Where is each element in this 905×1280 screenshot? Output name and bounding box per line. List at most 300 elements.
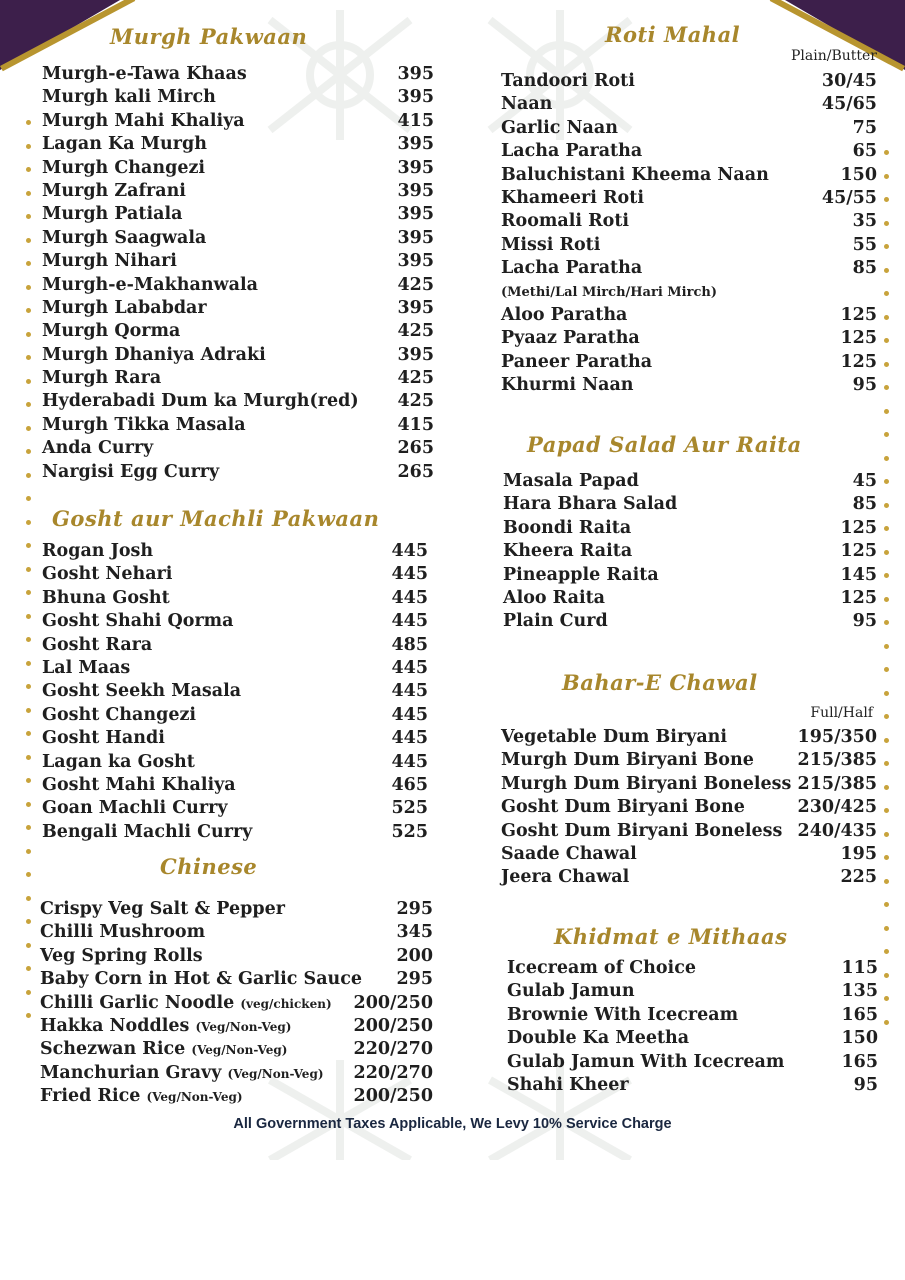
chawal-column-header: Full/Half — [810, 705, 873, 721]
menu-item-variant: (Veg/Non-Veg) — [195, 1019, 292, 1034]
menu-item-name-text: Saade Chawal — [501, 843, 637, 864]
menu-item-name — [42, 344, 266, 367]
menu-item — [501, 117, 877, 140]
menu-item-name — [501, 820, 782, 843]
menu-item-name-text: Murgh Tikka Masala — [42, 414, 246, 435]
menu-item-price: 200/250 — [353, 1086, 433, 1107]
menu-item-price: 445 — [391, 728, 428, 749]
menu-item-name — [42, 86, 216, 109]
menu-item-name-text: Murgh Patiala — [42, 204, 183, 225]
menu-item-name-text: Bhuna Gosht — [42, 587, 170, 608]
menu-item-name-text: Boondi Raita — [503, 517, 632, 538]
menu-item-name-text: Double Ka Meetha — [507, 1028, 690, 1049]
menu-item — [501, 140, 877, 163]
menu-item-name-text: Pineapple Raita — [503, 564, 659, 585]
section-title-roti: Roti Mahal — [605, 22, 741, 47]
menu-item — [42, 110, 434, 133]
border-dot — [884, 150, 889, 155]
menu-item-price: 125 — [840, 328, 877, 349]
menu-item-name-text: Garlic Naan — [501, 117, 618, 138]
menu-item-price: 445 — [391, 704, 428, 725]
menu-item-name-text: Plain Curd — [503, 611, 608, 632]
menu-item — [501, 257, 877, 280]
menu-item-price: 125 — [840, 304, 877, 325]
menu-item-name-text: Lacha Paratha — [501, 258, 643, 279]
menu-item — [42, 414, 434, 437]
border-dot — [26, 661, 31, 666]
menu-item — [503, 517, 877, 540]
menu-item-name-text: Murgh-e-Makhanwala — [42, 274, 258, 295]
menu-item-name — [507, 1004, 738, 1027]
menu-item-name — [42, 680, 241, 703]
menu-item — [503, 540, 877, 563]
border-dot — [884, 550, 889, 555]
menu-item-name-text: Tandoori Roti — [501, 71, 635, 91]
menu-item — [501, 70, 877, 93]
menu-item-price: 395 — [397, 204, 434, 225]
menu-item — [42, 704, 428, 727]
roti-column-header: Plain/Butter — [791, 48, 877, 64]
menu-item-name — [42, 437, 153, 460]
menu-item-price: 95 — [852, 375, 877, 396]
menu-item-price: 445 — [391, 564, 428, 585]
menu-item-price: 85 — [852, 494, 877, 515]
menu-item-name — [40, 1038, 287, 1062]
menu-item-name — [503, 587, 605, 610]
border-dot — [26, 285, 31, 290]
menu-item-price: 395 — [397, 64, 434, 84]
menu-item — [42, 610, 428, 633]
border-dot — [26, 402, 31, 407]
menu-item-name — [501, 773, 791, 796]
border-dot — [26, 614, 31, 619]
menu-item-price: 240/435 — [797, 820, 877, 841]
menu-item-name — [507, 1074, 629, 1097]
border-dot — [884, 597, 889, 602]
border-dot — [26, 731, 31, 736]
menu-item-price: 395 — [397, 87, 434, 108]
border-dot — [26, 637, 31, 642]
menu-item-name-text: Masala Papad — [503, 471, 639, 491]
menu-item-name-text: Lagan Ka Murgh — [42, 134, 207, 155]
menu-item — [40, 1062, 433, 1085]
menu-item-price: 125 — [840, 351, 877, 372]
menu-item — [42, 751, 428, 774]
border-dot — [26, 355, 31, 360]
menu-item — [42, 320, 434, 343]
section-title-gosht: Gosht aur Machli Pakwaan — [52, 506, 380, 531]
menu-item-name — [501, 749, 754, 772]
menu-item-name-text: Murgh kali Mirch — [42, 87, 216, 108]
menu-item-name-text: Murgh-e-Tawa Khaas — [42, 64, 247, 84]
border-dot — [26, 755, 31, 760]
border-dot — [26, 332, 31, 337]
menu-item-name — [501, 327, 640, 350]
menu-item-name — [40, 898, 285, 921]
menu-item-price: 525 — [391, 821, 428, 842]
menu-item-price: 415 — [397, 110, 434, 131]
menu-item-name — [42, 414, 246, 437]
border-dot — [884, 526, 889, 531]
menu-item-price: 165 — [841, 1051, 878, 1072]
menu-item-name-text: Bengali Machli Curry — [42, 821, 253, 842]
menu-item-name-text: Gosht Changezi — [42, 704, 197, 725]
menu-item-name-text: Murgh Nihari — [42, 251, 177, 272]
menu-item-price: 525 — [391, 798, 428, 819]
menu-item-price: 265 — [397, 438, 434, 459]
border-dot — [26, 449, 31, 454]
menu-item-name-text: Jeera Chawal — [501, 867, 630, 888]
menu-item-price: 425 — [397, 321, 434, 342]
menu-item — [503, 610, 877, 633]
menu-item-name — [42, 634, 152, 657]
menu-item-name — [40, 1085, 243, 1109]
menu-item-name — [42, 227, 206, 250]
menu-item-name — [501, 187, 644, 210]
menu-item-name-text: Murgh Lababdar — [42, 297, 207, 318]
murgh-menu-list — [42, 63, 434, 484]
border-dot — [884, 244, 889, 249]
menu-item — [501, 187, 877, 210]
menu-item-price: 465 — [391, 774, 428, 795]
menu-item-name — [42, 751, 195, 774]
menu-item — [501, 726, 877, 749]
menu-item-price: 95 — [853, 1074, 878, 1095]
border-dot — [884, 1020, 889, 1025]
border-dot — [884, 738, 889, 743]
menu-item-price: 215/385 — [797, 750, 877, 771]
menu-item-name-text: Gulab Jamun With Icecream — [507, 1051, 785, 1072]
menu-item-price: 415 — [397, 414, 434, 435]
menu-item-name-text: (Methi/Lal Mirch/Hari Mirch) — [501, 284, 717, 300]
menu-item-name-text: Murgh Qorma — [42, 321, 181, 342]
border-dot — [26, 473, 31, 478]
border-dot — [884, 926, 889, 931]
menu-item — [507, 1027, 878, 1050]
menu-item — [42, 634, 428, 657]
menu-item-name — [503, 493, 677, 516]
menu-item-name — [42, 657, 130, 680]
menu-item — [501, 749, 877, 772]
section-title-mithaas: Khidmat e Mithaas — [554, 924, 788, 949]
menu-item-variant: (Veg/Non-Veg) — [146, 1090, 243, 1105]
menu-item-price: 345 — [396, 922, 433, 943]
border-dot — [884, 456, 889, 461]
menu-item — [40, 1038, 433, 1061]
border-dot — [884, 714, 889, 719]
menu-item-name — [42, 297, 207, 320]
menu-item-name — [501, 843, 637, 866]
menu-item-name — [501, 374, 634, 397]
menu-item-price: 200/250 — [353, 1015, 433, 1036]
menu-item — [501, 866, 877, 889]
menu-item-name-text: Naan — [501, 94, 553, 115]
menu-item — [501, 773, 877, 796]
menu-item — [501, 351, 877, 374]
menu-item-name-text: Fried Rice — [40, 1086, 147, 1107]
border-dot — [26, 590, 31, 595]
menu-item-price: 395 — [397, 251, 434, 272]
menu-item-name — [42, 63, 247, 86]
menu-item-name-text: Missi Roti — [501, 234, 601, 255]
menu-item-name-text: Gosht Seekh Masala — [42, 681, 242, 702]
menu-item-name — [503, 610, 608, 633]
menu-item-price: 220/270 — [353, 1039, 433, 1060]
menu-item-price: 125 — [840, 517, 877, 538]
menu-item — [501, 304, 877, 327]
menu-item-name-text: Hakka Noddles — [40, 1015, 196, 1036]
menu-item-variant: (veg/chicken) — [240, 996, 332, 1011]
menu-item-price: 395 — [397, 297, 434, 318]
menu-item — [507, 980, 878, 1003]
menu-item — [42, 63, 434, 86]
menu-item — [501, 374, 877, 397]
menu-item-variant: (Veg/Non-Veg) — [227, 1066, 324, 1081]
menu-item-name — [507, 980, 635, 1003]
menu-item-price: 445 — [391, 541, 428, 561]
menu-item — [501, 93, 877, 116]
menu-item-name — [501, 796, 745, 819]
roti-menu-list — [501, 70, 877, 397]
menu-item — [42, 157, 434, 180]
menu-item-name-text: Gulab Jamun — [507, 981, 635, 1002]
menu-item-name-text: Chilli Mushroom — [40, 922, 206, 943]
border-dot — [26, 684, 31, 689]
border-dot — [884, 573, 889, 578]
menu-item — [42, 86, 434, 109]
menu-item-price: 85 — [852, 258, 877, 279]
menu-item-price: 125 — [840, 587, 877, 608]
menu-item — [501, 234, 877, 257]
menu-item-name — [42, 704, 196, 727]
menu-item-name-text: Crispy Veg Salt & Pepper — [40, 899, 285, 919]
border-dot — [884, 832, 889, 837]
menu-item-price: 125 — [840, 541, 877, 562]
menu-item-price: 425 — [397, 368, 434, 389]
border-dot — [26, 120, 31, 125]
menu-item-name — [42, 610, 234, 633]
border-dot — [26, 379, 31, 384]
menu-item — [42, 390, 434, 413]
menu-item-name — [501, 726, 727, 749]
menu-item — [42, 563, 428, 586]
border-dot — [26, 825, 31, 830]
menu-item-name — [42, 203, 182, 226]
menu-item-name-text: Paneer Paratha — [501, 351, 653, 372]
menu-item-price: 395 — [397, 180, 434, 201]
menu-item-price: 225 — [840, 867, 877, 888]
menu-item-name-text: Lacha Paratha — [501, 141, 643, 162]
menu-item — [503, 587, 877, 610]
menu-item-name-text: Gosht Handi — [42, 728, 165, 749]
menu-item-name-text: Lagan ka Gosht — [42, 751, 195, 772]
menu-item-name — [42, 367, 161, 390]
menu-item-name-text: Murgh Dum Biryani Boneless — [501, 773, 792, 794]
menu-item-price: 395 — [397, 227, 434, 248]
menu-item-name-text: Manchurian Gravy — [40, 1062, 228, 1083]
border-dot — [884, 855, 889, 860]
border-dot — [884, 973, 889, 978]
border-dot — [26, 426, 31, 431]
menu-item-name — [503, 470, 639, 493]
border-dot — [884, 503, 889, 508]
menu-item-name — [40, 945, 203, 968]
menu-item-name-text: Anda Curry — [42, 438, 154, 459]
menu-item — [42, 774, 428, 797]
menu-item-name — [42, 390, 359, 413]
border-dot — [884, 902, 889, 907]
menu-item-name — [42, 157, 205, 180]
border-dot — [26, 802, 31, 807]
menu-item — [42, 297, 434, 320]
border-dot — [26, 520, 31, 525]
border-dot — [884, 808, 889, 813]
menu-item-name-text: Aloo Paratha — [501, 304, 628, 325]
chinese-menu-list — [40, 898, 433, 1109]
menu-item-name-text: Murgh Rara — [42, 368, 162, 389]
menu-item-name-text: Gosht Shahi Qorma — [42, 611, 234, 632]
border-dot — [26, 919, 31, 924]
menu-item-price: 445 — [391, 611, 428, 632]
menu-item — [42, 680, 428, 703]
menu-item-variant: (Veg/Non-Veg) — [191, 1043, 288, 1058]
border-dot — [884, 338, 889, 343]
menu-item-name-text: Murgh Mahi Khaliya — [42, 110, 245, 131]
border-dot — [26, 990, 31, 995]
border-dot — [26, 849, 31, 854]
menu-item-name-text: Murgh Dhaniya Adraki — [42, 344, 266, 365]
menu-item-name-text: Schezwan Rice — [40, 1039, 192, 1060]
border-dot — [884, 362, 889, 367]
menu-item-name-text: Nargisi Egg Curry — [42, 461, 220, 482]
border-dot — [884, 315, 889, 320]
menu-item-price: 220/270 — [353, 1062, 433, 1083]
menu-item-name-text: Murgh Saagwala — [42, 227, 207, 248]
menu-item — [501, 820, 877, 843]
menu-item-name-text: Hara Bhara Salad — [503, 494, 678, 515]
menu-item-price: 45/65 — [821, 94, 877, 115]
menu-item-name — [503, 517, 631, 540]
border-dot — [26, 896, 31, 901]
border-dot — [884, 949, 889, 954]
menu-item-name — [42, 320, 180, 343]
border-dot — [884, 996, 889, 1001]
menu-item-name — [507, 1051, 784, 1074]
border-dot — [884, 620, 889, 625]
menu-item-price: 200 — [396, 945, 433, 966]
menu-item — [40, 921, 433, 944]
menu-item-name — [501, 164, 769, 187]
menu-item-price: 45/55 — [821, 187, 877, 208]
border-dot — [884, 432, 889, 437]
border-dot — [884, 291, 889, 296]
menu-item — [42, 821, 428, 844]
border-dot — [26, 708, 31, 713]
menu-item — [42, 250, 434, 273]
menu-item-name — [40, 1015, 291, 1039]
menu-item-price: 145 — [840, 564, 877, 585]
menu-item — [42, 540, 428, 563]
menu-item-name — [503, 564, 659, 587]
border-dot — [884, 221, 889, 226]
gosht-menu-list — [42, 540, 428, 844]
menu-item-price: 445 — [391, 657, 428, 678]
border-dot — [884, 691, 889, 696]
menu-item — [42, 727, 428, 750]
border-dot — [26, 144, 31, 149]
menu-item-name — [42, 274, 258, 297]
menu-item-name — [507, 957, 696, 980]
menu-item-name-text: Khurmi Naan — [501, 375, 634, 396]
menu-item-price: 445 — [391, 751, 428, 772]
menu-item-price: 265 — [397, 461, 434, 482]
footer-note: All Government Taxes Applicable, We Levy 10% Service Charge — [233, 1116, 672, 1132]
menu-item-name-text: Roomali Roti — [501, 211, 630, 232]
menu-item — [507, 1051, 878, 1074]
menu-item-name-text: Shahi Kheer — [507, 1074, 629, 1095]
menu-item-name-text: Murgh Changezi — [42, 157, 206, 178]
menu-item — [503, 564, 877, 587]
menu-item-name — [507, 1027, 689, 1050]
menu-item — [42, 797, 428, 820]
menu-item — [501, 796, 877, 819]
menu-item — [40, 945, 433, 968]
menu-item-price: 425 — [397, 274, 434, 295]
menu-item — [42, 657, 428, 680]
menu-item-name — [501, 93, 552, 116]
menu-item-price: 45 — [852, 471, 877, 491]
border-dot — [884, 644, 889, 649]
menu-item-name-text: Aloo Raita — [503, 587, 606, 608]
menu-item-name-text: Gosht Mahi Khaliya — [42, 774, 236, 795]
menu-item-price: 295 — [396, 969, 433, 990]
border-dot — [26, 191, 31, 196]
menu-item — [507, 1004, 878, 1027]
menu-item-name — [42, 461, 219, 484]
menu-item-name-text: Pyaaz Paratha — [501, 328, 640, 349]
border-dot — [884, 197, 889, 202]
menu-item — [40, 992, 433, 1015]
papad-menu-list — [503, 470, 877, 634]
menu-item-price: 445 — [391, 681, 428, 702]
menu-item-name — [42, 180, 186, 203]
section-title-chawal: Bahar-E Chawal — [562, 670, 758, 695]
menu-item-name — [40, 992, 332, 1016]
menu-item-price: 395 — [397, 344, 434, 365]
menu-item-name — [501, 257, 642, 280]
menu-item-name — [40, 968, 362, 991]
border-dot — [26, 308, 31, 313]
menu-item-name-text: Baluchistani Kheema Naan — [501, 164, 769, 185]
section-title-murgh: Murgh Pakwaan — [110, 24, 308, 49]
border-dot — [26, 567, 31, 572]
menu-item — [40, 1085, 433, 1108]
menu-item-name-text: Vegetable Dum Biryani — [501, 727, 728, 747]
menu-item-name-text: Hyderabadi Dum ka Murgh(red) — [42, 391, 359, 412]
menu-item-name-text: Gosht Dum Biryani Boneless — [501, 820, 783, 841]
menu-item — [42, 367, 434, 390]
border-dot — [26, 167, 31, 172]
border-dot — [884, 667, 889, 672]
menu-item-name — [503, 540, 632, 563]
menu-item-price: 215/385 — [797, 773, 877, 794]
border-dot — [26, 543, 31, 548]
menu-item-name-text: Chilli Garlic Noodle — [40, 992, 241, 1013]
border-dot — [26, 943, 31, 948]
menu-item-price: 485 — [391, 634, 428, 655]
menu-item-name — [501, 304, 627, 327]
menu-item-name-text: Murgh Zafrani — [42, 180, 186, 201]
